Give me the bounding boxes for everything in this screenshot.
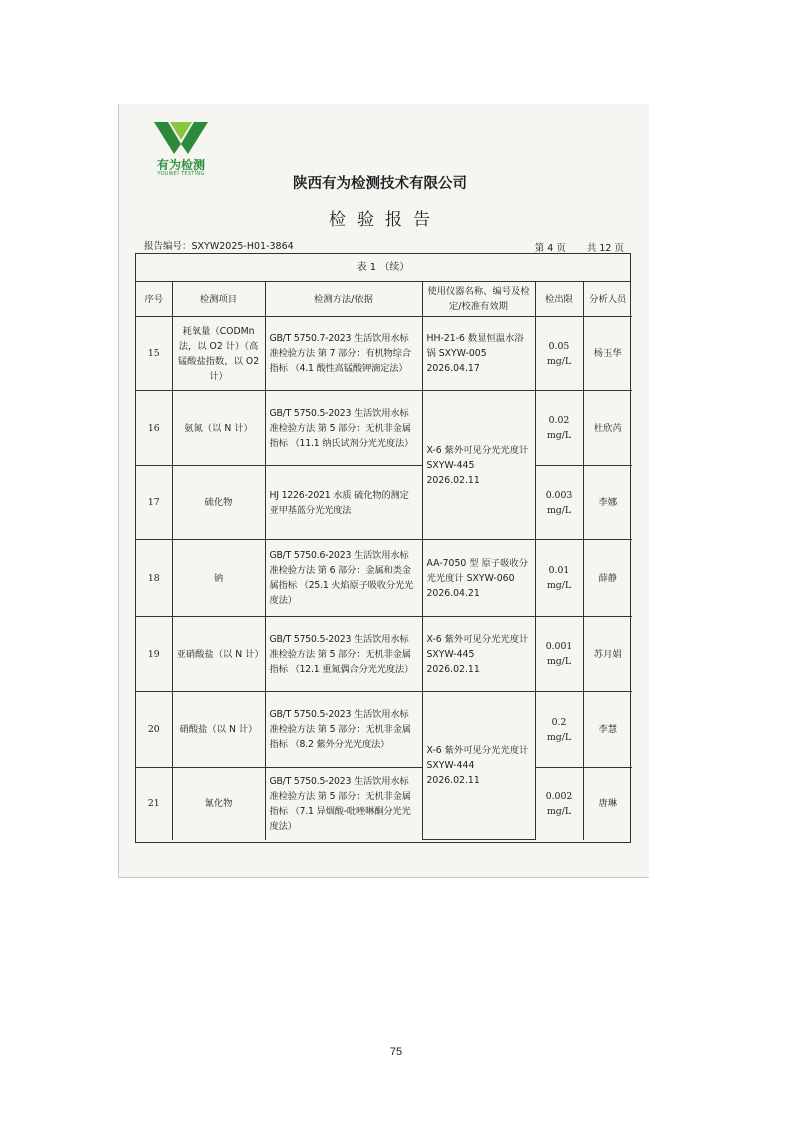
cell-method: GB/T 5750.6-2023 生活饮用水标准检验方法 第 6 部分：金属和类金属指标 （25.1 火焰原子吸收分光光度法） [265, 540, 422, 617]
cell-limit: 0.05 mg/L [535, 317, 583, 391]
cell-item: 亚硝酸盐（以 N 计） [172, 617, 265, 692]
cell-limit: 0.01 mg/L [535, 540, 583, 617]
report-title: 检验报告 [329, 210, 441, 230]
cell-no: 18 [136, 540, 172, 617]
cell-analyst: 薛静 [583, 540, 632, 617]
table-row [136, 692, 632, 768]
cell-no: 21 [136, 768, 172, 840]
cell-item: 硝酸盐（以 N 计） [172, 692, 265, 768]
cell-no: 17 [136, 466, 172, 540]
cell-method: GB/T 5750.5-2023 生活饮用水标准检验方法 第 5 部分：无机非金属指标 （12.1 重氮偶合分光光度法） [265, 617, 422, 692]
cell-item: 氨氮（以 N 计） [172, 391, 265, 466]
cell-analyst: 唐琳 [583, 768, 632, 840]
page-info [517, 240, 624, 254]
table-row [136, 466, 632, 540]
table-caption: 表 1 （续） [136, 254, 630, 282]
cell-analyst: 李娜 [583, 466, 632, 540]
cell-no: 20 [136, 692, 172, 768]
cell-method: GB/T 5750.7-2023 生活饮用水标准检验方法 第 7 部分：有机物综合指标 （4.1 酸性高锰酸钾滴定法） [265, 317, 422, 391]
table-row [136, 317, 632, 391]
methods-table [136, 282, 632, 840]
cell-item: 钠 [172, 540, 265, 617]
header-equipment: 使用仪器名称、编号及检定/校准有效期 [422, 282, 535, 317]
logo-mark-icon [150, 120, 212, 158]
cell-method: HJ 1226-2021 水质 硫化物的测定 亚甲基蓝分光光度法 [265, 466, 422, 540]
cell-analyst: 杨玉华 [583, 317, 632, 391]
cell-equipment: X-6 紫外可见分光光度计 SXYW-445 2026.02.11 [422, 617, 535, 692]
cell-limit: 0.001 mg/L [535, 617, 583, 692]
header-analyst: 分析人员 [583, 282, 632, 317]
table-row [136, 540, 632, 617]
cell-method: GB/T 5750.5-2023 生活饮用水标准检验方法 第 5 部分：无机非金属指标 （7.1 异烟酸-吡唑啉酮分光光度法） [265, 768, 422, 840]
cell-item: 硫化物 [172, 466, 265, 540]
header-method: 检测方法/依据 [265, 282, 422, 317]
report-number: 报告编号：SXYW2025-H01-3864 [144, 241, 294, 252]
header-item: 检测项目 [172, 282, 265, 317]
table-header-row [136, 282, 632, 317]
page-current: 第 4 页 [534, 243, 566, 254]
logo-subtext: YOUWEI TESTING [157, 171, 205, 177]
cell-no: 16 [136, 391, 172, 466]
results-table [135, 253, 631, 843]
cell-method: GB/T 5750.5-2023 生活饮用水标准检验方法 第 5 部分：无机非金属指标 （11.1 纳氏试剂分光光度法） [265, 391, 422, 466]
cell-limit: 0.02 mg/L [535, 391, 583, 466]
page-number: 75 [389, 1046, 403, 1058]
report-meta [144, 238, 628, 252]
header-no: 序号 [136, 282, 172, 317]
company-name: 陕西有为检测技术有限公司 [293, 176, 467, 192]
cell-limit: 0.003 mg/L [535, 466, 583, 540]
table-row [136, 617, 632, 692]
table-row [136, 768, 632, 840]
cell-limit: 0.002 mg/L [535, 768, 583, 840]
table-row [136, 391, 632, 466]
cell-equipment: AA-7050 型 原子吸收分光光度计 SXYW-060 2026.04.21 [422, 540, 535, 617]
page-total: 共 12 页 [586, 243, 624, 254]
company-logo [150, 120, 212, 176]
cell-item: 氰化物 [172, 768, 265, 840]
cell-equipment: X-6 紫外可见分光光度计 SXYW-444 2026.02.11 [422, 692, 535, 840]
cell-equipment: HH-21-6 数显恒温水浴锅 SXYW-005 2026.04.17 [422, 317, 535, 391]
cell-analyst: 苏月娟 [583, 617, 632, 692]
cell-method: GB/T 5750.5-2023 生活饮用水标准检验方法 第 5 部分：无机非金属指标 （8.2 紫外分光光度法） [265, 692, 422, 768]
header-limit: 检出限 [535, 282, 583, 317]
cell-no: 15 [136, 317, 172, 391]
cell-analyst: 李慧 [583, 692, 632, 768]
cell-analyst: 杜欣芮 [583, 391, 632, 466]
cell-item: 耗氧量（CODMn法，以 O2 计）（高锰酸盐指数，以 O2 计） [172, 317, 265, 391]
logo-text: 有为检测 [156, 158, 205, 172]
cell-equipment: X-6 紫外可见分光光度计 SXYW-445 2026.02.11 [422, 391, 535, 540]
cell-no: 19 [136, 617, 172, 692]
cell-limit: 0.2 mg/L [535, 692, 583, 768]
